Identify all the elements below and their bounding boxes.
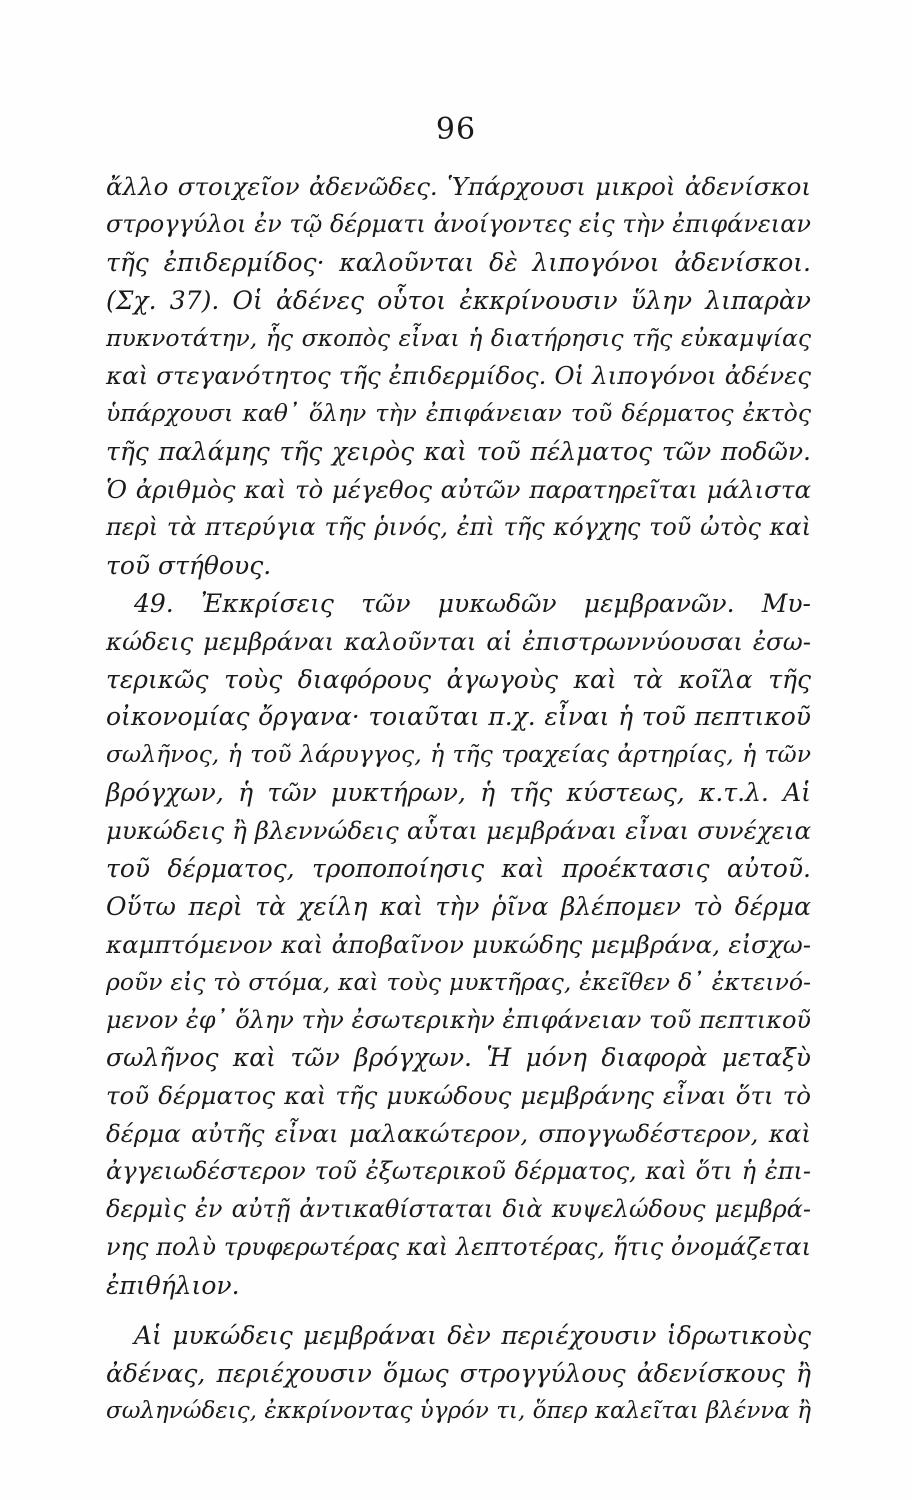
text-line: δερμὶς ἐν αὐτῇ ἀντικαθίσταται διὰ κυψελώδους μεμβρά- [106,1195,811,1224]
text-line: καμπτόμενον καὶ ἀποβαῖνον μυκώδης μεμβράνα, εἰσχω- [106,929,811,959]
page-number: 96 [435,112,477,147]
text-line: ἀδένας, περιέχουσιν ὅμως στρογγύλους ἀδενίσκους ἢ [106,1358,811,1388]
text-line: στρογγύλοι ἐν τῷ δέρματι ἀνοίγοντες εἰς τὴν ἐπιφάνειαν [106,209,811,238]
text-line: ἀγγειωδέστερον τοῦ ἐξωτερικοῦ δέρματος, καὶ ὅτι ἡ ἐπι- [106,1157,811,1186]
text-line: Οὕτω περὶ τὰ χείλη καὶ τὴν ῥῖνα βλέπομεν τὸ δέρμα [106,891,811,921]
text-line: σωλῆνος καὶ τῶν βρόγχων. Ἡ μόνη διαφορὰ μεταξὺ [106,1043,811,1073]
text-line: νης πολὺ τρυφερωτέρας καὶ λεπτοτέρας, ἥτις ὀνομάζεται [106,1232,811,1261]
text-line: κώδεις μεμβράναι καλοῦνται αἱ ἐπιστρωννύουσαι ἐσω- [106,626,811,656]
text-line: βρόγχων, ἡ τῶν μυκτήρων, ἡ τῆς κύστεως, κ.τ.λ. Αἱ [106,778,811,808]
text-line: τοῦ δέρματος καὶ τῆς μυκώδους μεμβράνης εἶναι ὅτι τὸ [106,1081,811,1111]
text-line: τοῦ στήθους. [106,550,272,580]
text-line: περὶ τὰ πτερύγια τῆς ῥινός, ἐπὶ τῆς κόγχης τοῦ ὠτὸς καὶ [106,513,811,542]
body-text [106,168,811,1430]
text-line: Ὁ ἀριθμὸς καὶ τὸ μέγεθος αὐτῶν παρατηρεῖται μάλιστα [106,475,811,505]
text-line: τοῦ δέρματος, τροποποίησις καὶ προέκτασις αὐτοῦ. [106,854,811,884]
text-line: πυκνοτάτην, ἧς σκοπὸς εἶναι ἡ διατήρησις τῆς εὐκαμψίας [106,323,811,352]
text-line: σωληνώδεις, ἐκκρίνοντας ὑγρόν τι, ὅπερ καλεῖται βλέννα ἢ [106,1397,811,1424]
text-line: σωλῆνος, ἡ τοῦ λάρυγγος, ἡ τῆς τραχείας ἀρτηρίας, ἡ τῶν [106,740,811,769]
text-line: (Σχ. 37). Οἱ ἀδένες οὗτοι ἐκκρίνουσιν ὕλην λιπαρὰν [106,285,811,315]
paragraph-gap [106,1305,811,1317]
text-line: δέρμα αὐτῆς εἶναι μαλακώτερον, σπογγωδέστερον, καὶ [106,1119,811,1149]
text-line: ἄλλο στοιχεῖον ἀδενῶδες. Ὑπάρχουσι μικροὶ ἀδενίσκοι [106,172,811,201]
text-line: οἰκονομίας ὄργανα· τοιαῦται π.χ. εἶναι ἡ τοῦ πεπτικοῦ [106,702,811,732]
text-line: μυκώδεις ἢ βλεννώδεις αὗται μεμβράναι εἶναι συνέχεια [106,816,811,846]
text-line: μενον ἐφ᾽ ὅλην τὴν ἐσωτερικὴν ἐπιφάνειαν τοῦ πεπτικοῦ [106,1005,811,1034]
text-line: τῆς ἐπιδερμίδος· καλοῦνται δὲ λιπογόνοι ἀδενίσκοι. [106,247,811,277]
paragraph-3 [106,1317,811,1431]
text-line: τῆς παλάμης τῆς χειρὸς καὶ τοῦ πέλματος τῶν ποδῶν. [106,437,811,467]
text-line: τερικῶς τοὺς διαφόρους ἀγωγοὺς καὶ τὰ κοῖλα τῆς [106,664,811,694]
text-line: Αἱ μυκώδεις μεμβράναι δὲν περιέχουσιν ἱδρωτικοὺς [134,1320,811,1350]
paragraph-1 [106,168,811,585]
text-line: καὶ στεγανότητος τῆς ἐπιδερμίδος. Οἱ λιπογόνοι ἀδένες [106,361,811,391]
text-line: ροῦν εἰς τὸ στόμα, καὶ τοὺς μυκτῆρας, ἐκεῖθεν δ᾽ ἐκτεινό- [106,967,811,996]
paragraph-2 [106,585,811,1305]
section-heading-line: 49. Ἐκκρίσεις τῶν μυκωδῶν μεμβρανῶν. Μυ- [134,588,811,618]
text-line: ἐπιθήλιον. [106,1270,240,1300]
text-line: ὑπάρχουσι καθ᾽ ὅλην τὴν ἐπιφάνειαν τοῦ δέρματος ἐκτὸς [106,399,811,428]
